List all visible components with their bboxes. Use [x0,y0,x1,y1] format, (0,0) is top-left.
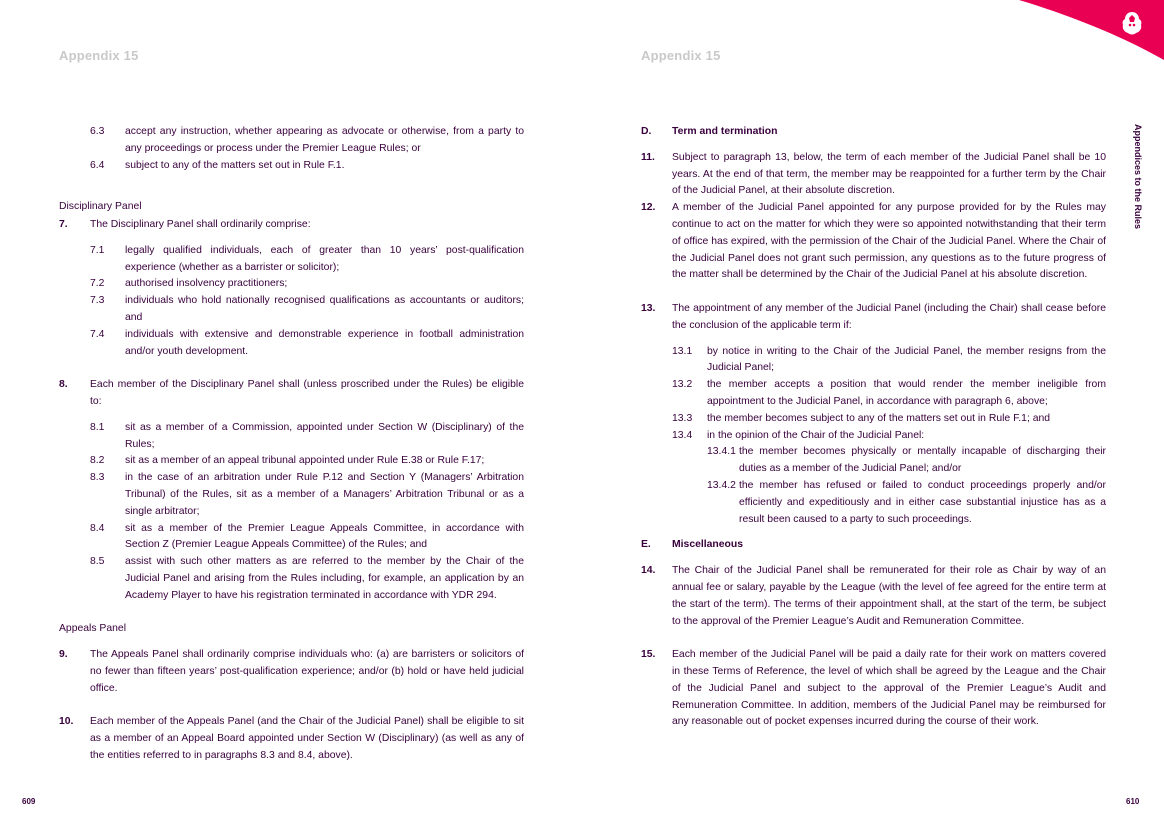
item-number: 6.4 [90,159,105,171]
paragraph-number: 12. [641,202,656,214]
item-text: subject to any of the matters set out in Rule F.1. [125,159,345,171]
list-item [90,420,524,454]
right-page [582,0,1164,826]
list-item [90,327,524,361]
paragraph-text: The Disciplinary Panel shall ordinarily comprise: [90,218,311,230]
item-number: 13.4.2 [707,479,736,491]
list-item [90,293,524,327]
item-number: 8.2 [90,455,105,467]
list-item [672,377,1106,411]
paragraph-number: 11. [641,151,655,163]
side-label-text: Appendices to the Rules [1133,124,1143,230]
section-heading: Appeals Panel [59,623,127,635]
item-text: in the case of an arbitration under Rule P.12 and Section Y (Managers’ Arbitration Tribunal) of the Rules, sit as a member of a Managers’ Arbitration Tribunal or as a single arbitrator; [125,472,524,517]
paragraph [641,647,1106,731]
paragraph-text: The Appeals Panel shall ordinarily comprise individuals who: (a) are barristers or solicitors of no fewer than fifteen years’ post-qualification experience; and/or (b) hold or have held judicial office. [90,649,524,694]
paragraph [59,217,524,234]
paragraph-text: Each member of the Judicial Panel will be paid a daily rate for their work on matters covered in these Terms of Reference, the level of which shall be agreed by the League and the Chair of the Judicial Panel and subject to the approval of the Premier League’s Audit and Remuneration Committee. In addition, members of the Judicial Panel may be reimbursed for any reasonable out of pocket expenses incurred during the course of their work. [672,649,1106,728]
paragraph-number: 9. [59,649,68,661]
page-number: 610 [1126,797,1140,806]
section-letter: E. [641,539,651,551]
list-item [672,411,1106,428]
list-item [672,344,1106,378]
item-text: the member becomes subject to any of the matters set out in Rule F.1; and [707,412,1051,424]
corner-brand [1019,0,1164,60]
item-number: 8.3 [90,472,105,484]
section-letter: D. [641,126,652,137]
section-heading [641,537,1106,554]
item-number: 7.1 [90,244,105,256]
paragraph-number: 10. [59,716,74,728]
item-number: 8.4 [90,522,105,534]
page-header: Appendix 15 [59,48,139,63]
paragraph-text: Subject to paragraph 13, below, the term of each member of the Judicial Panel shall be 10 years. At the end of that term, the member may be reappointed for a further term by the Chair of the Judicial Panel, at their absolute discretion. [672,151,1106,197]
item-number: 13.3 [672,412,693,424]
section-title: Miscellaneous [672,539,744,551]
paragraph-number: 15. [641,649,656,661]
item-number: 13.4.1 [707,446,736,458]
item-text: individuals with extensive and demonstrable experience in football administration and/or youth development. [125,328,524,357]
item-text: by notice in writing to the Chair of the Judicial Panel, the member resigns from the Judicial Panel; [707,345,1106,374]
side-label [1129,124,1143,254]
item-text: the member becomes physically or mentally incapable of discharging their duties as a member of the Judicial Panel; and/or [739,446,1106,475]
list-item [672,428,1106,445]
paragraph [59,377,524,411]
item-number: 13.4 [672,429,693,441]
item-text: the member has refused or failed to conduct proceedings properly and/or efficiently and expeditiously and in either case substantial injustice has as a result been caused to a party to such proceedings. [739,479,1106,525]
item-text: sit as a member of a Commission, appointed under Section W (Disciplinary) of the Rules; [125,421,524,450]
list-item [90,276,524,293]
item-number: 7.2 [90,278,105,290]
paragraph [641,301,1106,335]
item-text: authorised insolvency practitioners; [125,278,288,290]
item-number: 7.4 [90,328,105,340]
paragraph [641,200,1106,284]
item-text: in the opinion of the Chair of the Judicial Panel: [707,429,925,441]
right-body [641,124,1106,731]
list-item [90,470,524,520]
page-number: 609 [22,797,36,806]
item-number: 13.2 [672,379,693,391]
section-heading [641,124,1106,141]
paragraph [59,714,524,764]
item-text: sit as a member of an appeal tribunal appointed under Rule E.38 or Rule F.17; [125,455,485,467]
item-text: assist with such other matters as are referred to the member by the Chair of the Judicial Panel and arising from the Rules including, for example, an application by an Academy Player to have his registration terminated in accordance with YDR 294. [125,556,524,601]
item-text: accept any instruction, whether appearing as advocate or otherwise, from a party to any proceedings or process under the Premier League Rules; or [125,126,524,154]
list-item [90,554,524,604]
list-item [90,243,524,277]
left-body [59,124,524,765]
list-item [90,124,524,158]
paragraph-text: Each member of the Appeals Panel (and the Chair of the Judicial Panel) shall be eligible to sit as a member of an Appeal Board appointed under Section W (Disciplinary) (as well as any of the entities referred to in paragraphs 8.3 and 8.4, above). [90,716,524,761]
paragraph-text: Each member of the Disciplinary Panel shall (unless proscribed under the Rules) be eligible to: [90,379,524,407]
item-number: 8.5 [90,556,105,568]
paragraph-number: 13. [641,302,656,314]
paragraph [641,563,1106,630]
paragraph-text: A member of the Judicial Panel appointed for any purpose provided for by the Rules may continue to act on the matter for which they were so appointed notwithstanding that their term of office has expired, with the permission of the Chair of the Judicial Panel. Where the Chair of the Judicial Panel does not grant such permission, any questions as to the future progress of the matter shall be determined by the Chair of the Judicial Panel at his absolute discretion. [672,202,1106,281]
paragraph-number: 14. [641,565,656,577]
item-number: 8.1 [90,421,105,433]
paragraph-number: 7. [59,218,68,230]
paragraph-number: 8. [59,379,68,391]
item-number: 13.1 [672,345,693,357]
item-number: 6.3 [90,126,105,137]
list-item [90,453,524,470]
paragraph [641,150,1106,200]
item-text: individuals who hold nationally recognised qualifications as accountants or auditors; and [125,295,524,323]
item-text: legally qualified individuals, each of greater than 10 years’ post-qualification experience (whether as a barrister or solicitor); [125,244,524,273]
section-heading: Disciplinary Panel [59,201,142,213]
paragraph [59,647,524,697]
list-item [707,444,1106,478]
section-title: Term and termination [672,126,778,137]
list-item [90,521,524,555]
list-item [707,478,1106,528]
paragraph-text: The Chair of the Judicial Panel shall be remunerated for their role as Chair by way of an annual fee or salary, payable by the League (with the level of fee agreed for the entire term at the start of the term). The terms of their appointment shall, at the start of the term, be subject to the approval of the Premier League’s Audit and Remuneration Committee. [672,565,1106,627]
corner-swoosh [1019,0,1164,60]
item-number: 7.3 [90,295,105,307]
item-text: sit as a member of the Premier League Appeals Committee, in accordance with Section Z (Premier League Appeals Committee) of the Rules; and [125,522,524,551]
paragraph-text: The appointment of any member of the Judicial Panel (including the Chair) shall cease before the conclusion of the applicable term if: [672,302,1106,331]
page-header: Appendix 15 [641,48,721,63]
list-item [90,158,524,175]
item-text: the member accepts a position that would render the member ineligible from appointment to the Judicial Panel, in accordance with paragraph 6, above; [707,379,1106,407]
